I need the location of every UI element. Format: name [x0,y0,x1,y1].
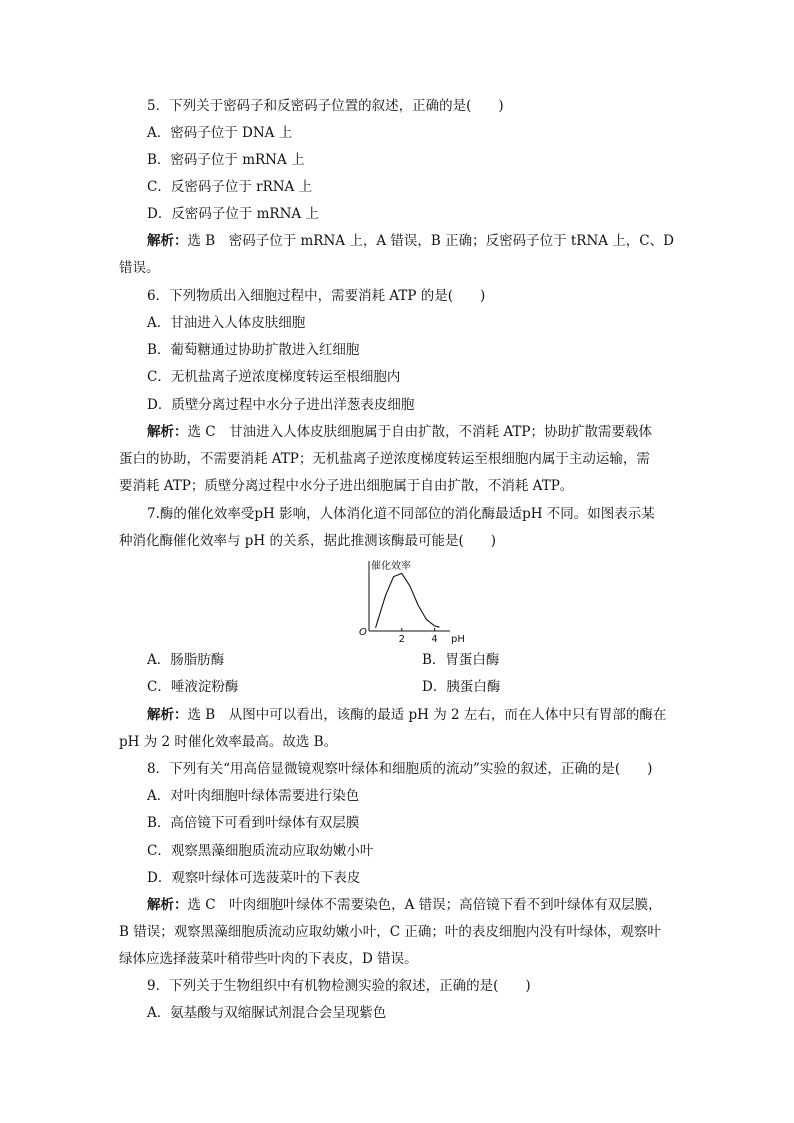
q5-option-a: A．密码子位于 DNA 上 [147,125,293,141]
q8-option-c: C．观察黑藻细胞质流动应取幼嫩小叶 [147,843,374,859]
q6-analysis [147,422,652,442]
q8-analysis-line-1: 选 C 叶肉细胞叶绿体不需要染色，A 错误；高倍镜下看不到叶绿体有双层膜， [187,897,662,913]
q6-analysis-line-1: 选 C 甘油进入人体皮肤细胞属于自由扩散，不消耗 ATP；协助扩散需要载体 [187,424,653,440]
q5-option-d: D．反密码子位于 mRNA 上 [147,206,319,222]
q5-option-c: C．反密码子位于 rRNA 上 [147,179,313,195]
q6-option-d: D．质壁分离过程中水分子进出洋葱表皮细胞 [147,397,415,413]
q9-option-a: A．氨基酸与双缩脲试剂混合会呈现紫色 [147,1005,387,1021]
y-axis-label: 催化效率 [371,561,411,572]
q6-stem: 6．下列物质出入细胞过程中，需要消耗 ATP 的是( ) [147,288,486,304]
q6-option-b: B．葡萄糖通过协助扩散进入红细胞 [147,342,360,358]
q8-analysis [147,895,662,915]
q7-option-b: B．胃蛋白酶 [422,652,500,668]
q7-analysis [147,705,666,725]
x-tick-label-2: 2 [398,634,405,645]
analysis-label: 解析： [147,897,188,913]
q6-option-c: C．无机盐离子逆浓度梯度转运至根细胞内 [147,369,401,385]
q9-stem: 9．下列关于生物组织中有机物检测实验的叙述，正确的是( ) [147,978,531,994]
efficiency-curve [376,573,440,627]
q6-option-a: A．甘油进入人体皮肤细胞 [147,315,306,331]
q6-analysis-line-3: 要消耗 ATP；质壁分离过程中水分子进出细胞属于自由扩散，不消耗 ATP。 [119,478,574,494]
q5-stem: 5．下列关于密码子和反密码子位置的叙述，正确的是( ) [147,98,504,114]
q7-analysis-line-1: 选 B 从图中可以看出，该酶的最适 pH 为 2 左右，而在人体中只有胃部的酶在 [187,707,667,723]
x-tick-label-4: 4 [431,634,438,645]
x-axis-label: pH [451,634,465,645]
analysis-label: 解析： [147,424,188,440]
q8-analysis-line-2: B 错误；观察黑藻细胞质流动应取幼嫩小叶，C 正确；叶的表皮细胞内没有叶绿体，观察叶 [119,924,661,940]
q7-stem-line-2: 种消化酶催化效率与 pH 的关系，据此推测该酶最可能是( ) [119,533,497,549]
q7-option-d: D．胰蛋白酶 [422,679,501,695]
enzyme-ph-chart [355,557,470,647]
analysis-label: 解析： [147,707,188,723]
q5-analysis-line-1: 选 B 密码子位于 mRNA 上，A 错误，B 正确；反密码子位于 tRNA 上，C、D [187,233,674,249]
q7-analysis-line-2: pH 为 2 时催化效率最高。故选 B。 [119,734,338,750]
origin-label: O [359,627,367,638]
q8-option-d: D．观察叶绿体可选菠菜叶的下表皮 [147,870,361,886]
q8-analysis-line-3: 绿体应选择菠菜叶稍带些叶肉的下表皮，D 错误。 [119,951,418,967]
q8-option-b: B．高倍镜下可看到叶绿体有双层膜 [147,815,360,831]
q7-stem-line-1: 7.酶的催化效率受pH 影响，人体消化道不同部位的消化酶最适pH 不同。如图表示某 [147,506,655,522]
q8-option-a: A．对叶肉细胞叶绿体需要进行染色 [147,788,360,804]
q5-analysis-line-2: 错误。 [119,260,160,276]
q7-option-a: A．肠脂肪酶 [147,652,225,668]
analysis-label: 解析： [147,233,188,249]
q7-option-c: C．唾液淀粉酶 [147,679,239,695]
q5-analysis [147,231,674,251]
q6-analysis-line-2: 蛋白的协助，不需要消耗 ATP；无机盐离子逆浓度梯度转运至根细胞内属于主动运输，需 [119,451,650,467]
q5-option-b: B．密码子位于 mRNA 上 [147,152,305,168]
q8-stem: 8．下列有关“用高倍显微镜观察叶绿体和细胞质的流动”实验的叙述，正确的是( ) [147,761,653,777]
